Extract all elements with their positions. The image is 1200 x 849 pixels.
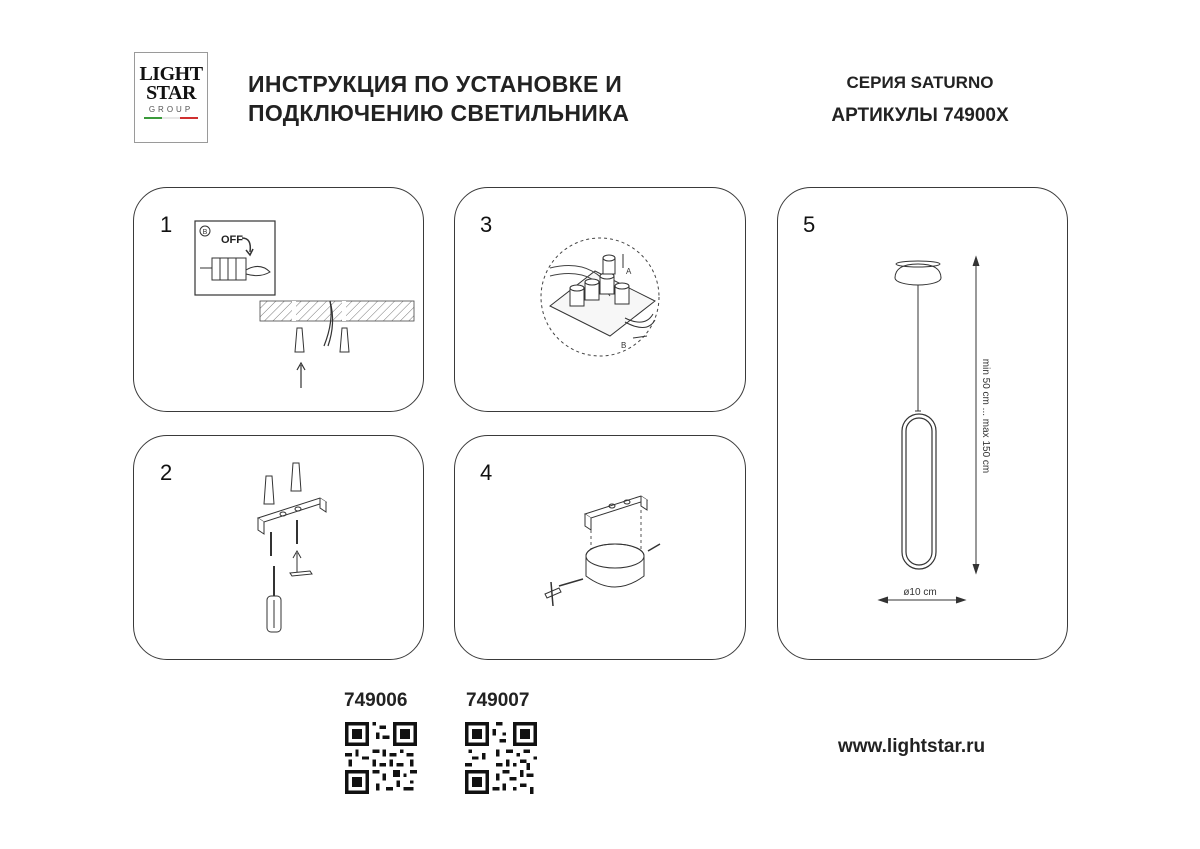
website-link[interactable]: www.lightstar.ru	[838, 736, 986, 757]
step-1-panel	[133, 187, 424, 412]
article-numbers: АРТИКУЛЫ 74900X	[831, 105, 1009, 126]
diameter-label: ø10 cm	[903, 587, 937, 598]
off-label: OFF	[221, 234, 243, 246]
series-info	[800, 72, 1040, 127]
step-4-illustration	[455, 436, 747, 661]
height-label: min 50 cm ... max 150 cm	[980, 358, 991, 474]
step-1-number: 1	[160, 212, 173, 237]
svg-text:B: B	[202, 229, 208, 236]
step-2-illustration	[134, 436, 425, 661]
label-a: A	[626, 267, 632, 276]
logo-line-2: STAR	[146, 82, 196, 104]
page-title	[248, 70, 629, 128]
step-2-panel	[133, 435, 424, 660]
brand-logo	[134, 52, 208, 143]
qr-code-749006	[345, 722, 417, 794]
qr-code-749007	[465, 722, 537, 794]
step-5-illustration	[778, 188, 1069, 661]
step-3-illustration	[455, 188, 747, 413]
italian-flag-icon	[135, 117, 207, 119]
code-label-2: 749007	[466, 690, 530, 711]
code-label-1: 749006	[344, 690, 408, 711]
title-line-1: ИНСТРУКЦИЯ ПО УСТАНОВКЕ И	[248, 71, 623, 97]
step-2-number: 2	[160, 460, 173, 485]
step-5-number: 5	[803, 212, 816, 237]
step-4-panel	[454, 435, 746, 660]
step-4-number: 4	[480, 460, 493, 485]
step-3-panel	[454, 187, 746, 412]
step-3-number: 3	[480, 212, 493, 237]
logo-line-3: GROUP	[148, 105, 194, 114]
label-b: B	[621, 341, 627, 350]
logo-line-1: LIGHT	[139, 63, 203, 85]
series-name: СЕРИЯ SATURNO	[846, 73, 994, 92]
title-line-2: ПОДКЛЮЧЕНИЮ СВЕТИЛЬНИКА	[248, 100, 630, 126]
step-1-illustration	[134, 188, 425, 413]
step-5-panel	[777, 187, 1068, 660]
